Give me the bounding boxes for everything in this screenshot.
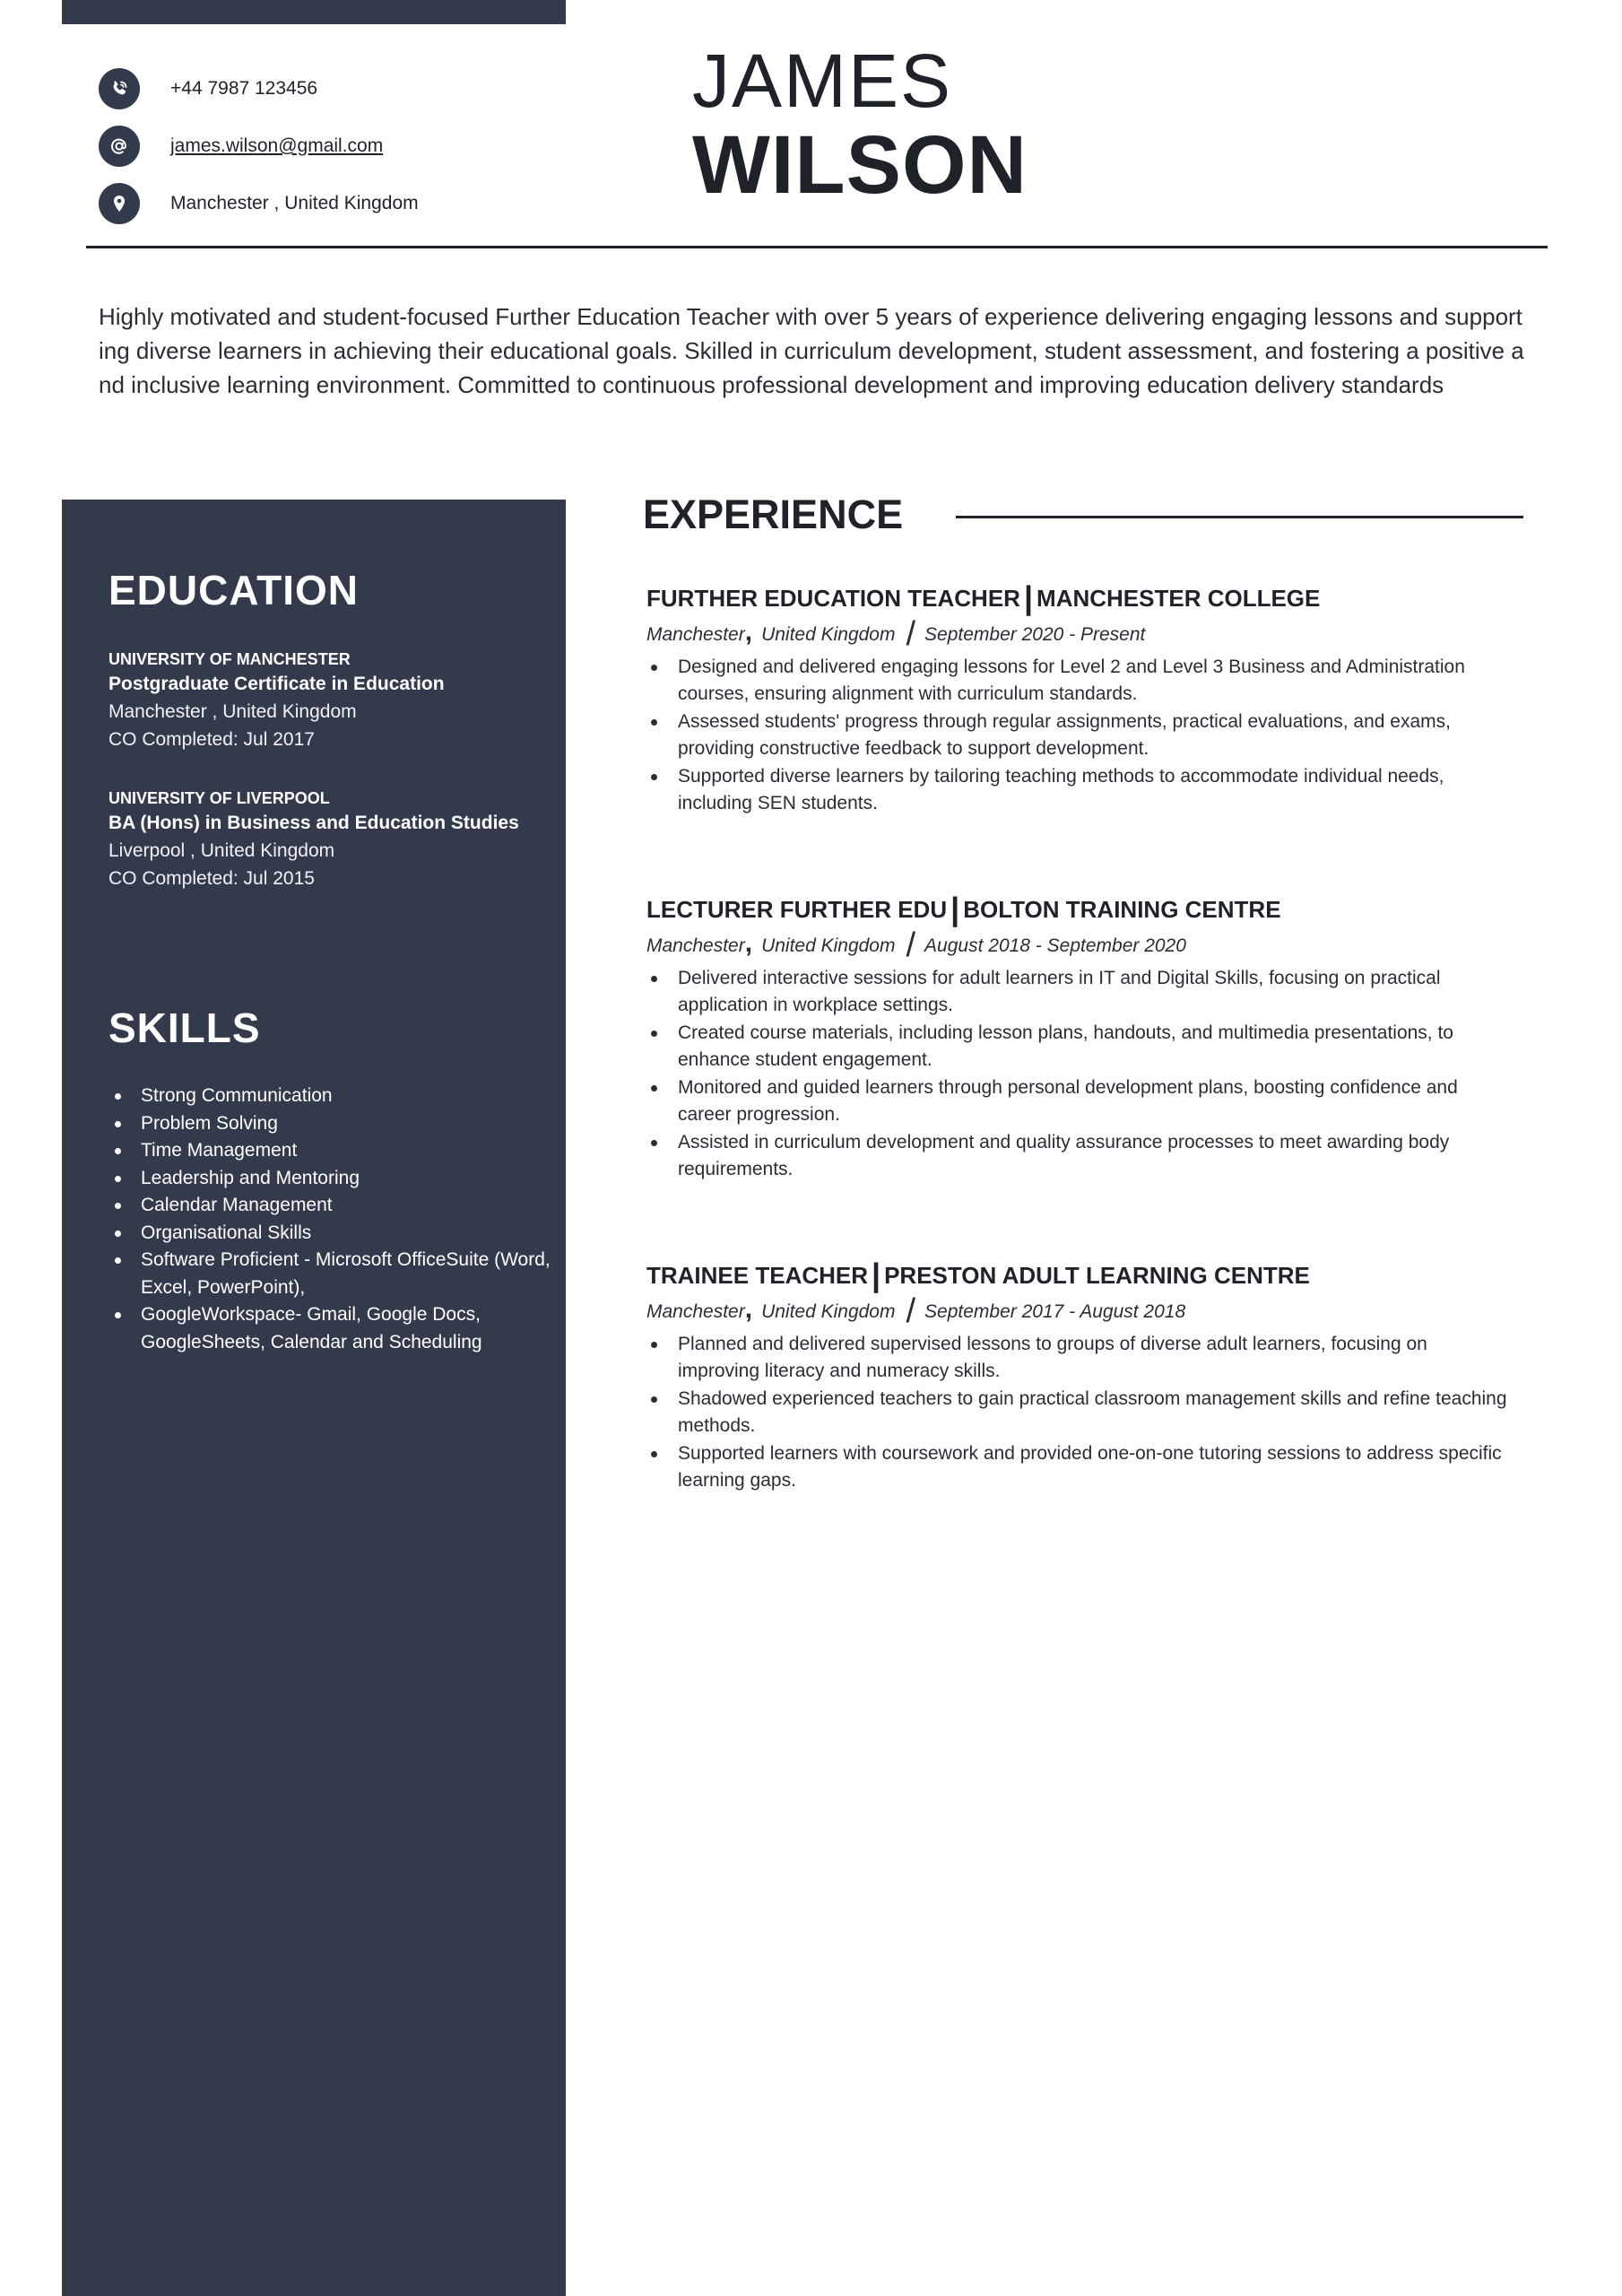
contact-location bbox=[99, 183, 419, 224]
education-location: Liverpool , United Kingdom bbox=[108, 840, 335, 861]
education-location: Manchester , United Kingdom bbox=[108, 701, 357, 722]
skill-item: Organisational Skills bbox=[141, 1220, 571, 1248]
skill-item: Software Proficient - Microsoft OfficeSuite (Word, Excel, PowerPoint), bbox=[141, 1247, 571, 1301]
job-employer: PRESTON ADULT LEARNING CENTRE bbox=[884, 1262, 1310, 1289]
job-employer: BOLTON TRAINING CENTRE bbox=[963, 896, 1281, 923]
skills-list bbox=[108, 1083, 571, 1356]
title-separator: | bbox=[1023, 579, 1034, 616]
job-country: United Kingdom bbox=[761, 624, 896, 645]
job-title bbox=[646, 1257, 1507, 1293]
phone-number: +44 7987 123456 bbox=[170, 78, 318, 99]
profile-summary: Highly motivated and student-focused Further Education Teacher with over 5 years of experience delivering engaging lessons and supporting diverse learners in achieving their educational goals. Skilled in curriculum development, student assessment, and fostering a positive and inclusive learning environment. Committed to continuous professional development and improving education delivery standards bbox=[99, 303, 1524, 398]
job-role: LECTURER FURTHER EDU bbox=[646, 896, 948, 923]
education-degree: BA (Hons) in Business and Education Studies bbox=[108, 813, 519, 833]
education-degree: Postgraduate Certificate in Education bbox=[108, 674, 445, 694]
title-separator: | bbox=[950, 891, 960, 927]
at-sign-icon bbox=[99, 126, 140, 167]
job-bullet: Designed and delivered engaging lessons for Level 2 and Level 3 Business and Administration courses, ensuring alignment with curriculum standards. bbox=[678, 654, 1507, 707]
education-heading: EDUCATION bbox=[108, 567, 360, 613]
job-title bbox=[646, 579, 1507, 616]
job-entry bbox=[646, 579, 1507, 818]
education-item bbox=[108, 648, 530, 753]
job-bullets bbox=[646, 1331, 1507, 1493]
skill-item: Calendar Management bbox=[141, 1192, 571, 1220]
last-name: WILSON bbox=[692, 119, 1028, 211]
first-name: JAMES bbox=[692, 39, 953, 123]
job-role: TRAINEE TEACHER bbox=[646, 1262, 869, 1289]
job-meta bbox=[646, 1292, 1507, 1330]
experience-divider bbox=[956, 516, 1523, 518]
job-bullet: Shadowed experienced teachers to gain practical classroom management skills and refine teaching methods. bbox=[678, 1386, 1507, 1439]
job-city: Manchester bbox=[646, 935, 745, 956]
top-accent-bar bbox=[62, 0, 566, 24]
location-text: Manchester , United Kingdom bbox=[170, 193, 419, 213]
sidebar-panel bbox=[62, 500, 566, 2296]
job-bullet: Planned and delivered supervised lessons to groups of diverse adult learners, focusing on improving literacy and numeracy skills. bbox=[678, 1331, 1507, 1384]
job-title bbox=[646, 891, 1507, 927]
skills-heading: SKILLS bbox=[108, 1004, 261, 1051]
job-country: United Kingdom bbox=[761, 935, 896, 956]
meta-separator: / bbox=[906, 615, 916, 653]
skill-item: Leadership and Mentoring bbox=[141, 1165, 571, 1193]
meta-comma: , bbox=[744, 1294, 753, 1324]
meta-comma: , bbox=[744, 928, 753, 958]
phone-icon bbox=[99, 68, 140, 109]
job-entry bbox=[646, 891, 1507, 1184]
candidate-name bbox=[692, 39, 1028, 211]
header-divider bbox=[86, 246, 1548, 248]
job-city: Manchester bbox=[646, 624, 745, 645]
job-dates: August 2018 - September 2020 bbox=[924, 935, 1186, 956]
job-employer: MANCHESTER COLLEGE bbox=[1037, 585, 1321, 612]
job-bullet: Assessed students' progress through regular assignments, practical evaluations, and exams, providing constructive feedback to support development. bbox=[678, 709, 1507, 761]
location-pin-icon bbox=[99, 183, 140, 224]
skill-item: Time Management bbox=[141, 1137, 571, 1165]
skill-item: Strong Communication bbox=[141, 1083, 571, 1110]
education-completed: CO Completed: Jul 2015 bbox=[108, 868, 315, 889]
skill-item: GoogleWorkspace- Gmail, Google Docs, GoogleSheets, Calendar and Scheduling bbox=[141, 1301, 571, 1356]
job-bullets bbox=[646, 965, 1507, 1182]
job-bullet: Supported learners with coursework and provided one-on-one tutoring sessions to address specific learning gaps. bbox=[678, 1440, 1507, 1493]
meta-separator: / bbox=[906, 926, 916, 964]
job-role: FURTHER EDUCATION TEACHER bbox=[646, 585, 1020, 612]
skill-item: Problem Solving bbox=[141, 1110, 571, 1138]
job-meta bbox=[646, 615, 1507, 653]
job-bullet: Monitored and guided learners through personal development plans, boosting confidence and career progression. bbox=[678, 1074, 1507, 1127]
job-city: Manchester bbox=[646, 1301, 745, 1322]
job-bullets bbox=[646, 654, 1507, 816]
education-university: UNIVERSITY OF MANCHESTER bbox=[108, 650, 351, 668]
contact-list bbox=[99, 68, 419, 240]
contact-phone bbox=[99, 68, 419, 109]
job-meta bbox=[646, 926, 1507, 964]
meta-comma: , bbox=[744, 617, 753, 647]
education-item bbox=[108, 787, 530, 892]
meta-separator: / bbox=[906, 1292, 916, 1330]
job-entry bbox=[646, 1257, 1507, 1495]
education-university: UNIVERSITY OF LIVERPOOL bbox=[108, 789, 330, 807]
experience-heading: EXPERIENCE bbox=[643, 491, 904, 537]
job-bullet: Supported diverse learners by tailoring teaching methods to accommodate individual needs, including SEN students. bbox=[678, 763, 1507, 816]
contact-email bbox=[99, 126, 419, 167]
email-link[interactable]: james.wilson@gmail.com bbox=[170, 135, 384, 156]
job-dates: September 2020 - Present bbox=[924, 624, 1146, 645]
job-bullet: Created course materials, including lesson plans, handouts, and multimedia presentations, to enhance student engagement. bbox=[678, 1020, 1507, 1073]
job-bullet: Delivered interactive sessions for adult learners in IT and Digital Skills, focusing on practical application in workplace settings. bbox=[678, 965, 1507, 1018]
education-completed: CO Completed: Jul 2017 bbox=[108, 729, 315, 750]
job-bullet: Assisted in curriculum development and quality assurance processes to meet awarding body requirements. bbox=[678, 1129, 1507, 1182]
job-dates: September 2017 - August 2018 bbox=[924, 1301, 1186, 1322]
title-separator: | bbox=[872, 1257, 881, 1293]
job-country: United Kingdom bbox=[761, 1301, 896, 1322]
